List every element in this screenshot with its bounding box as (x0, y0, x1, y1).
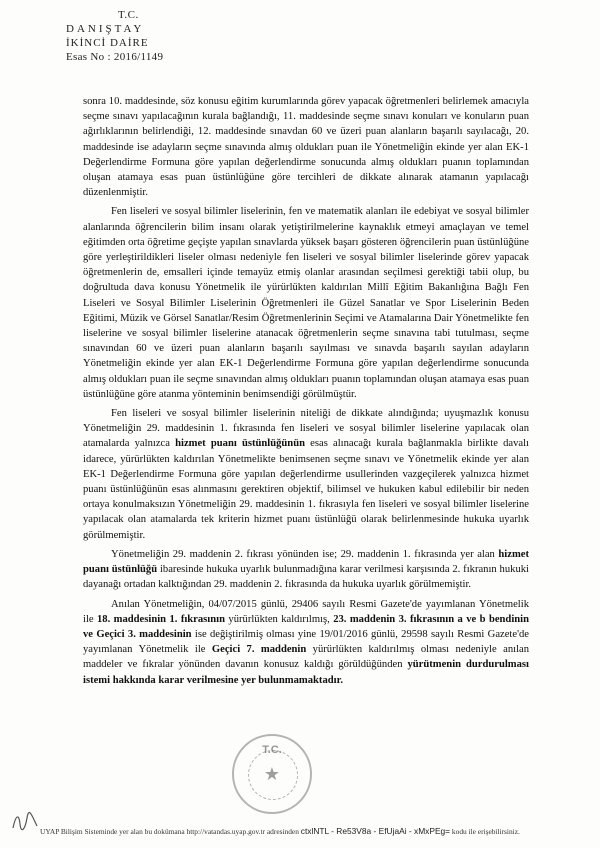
signature-mark (10, 810, 40, 832)
text-segment: yürürlükten kaldırılmış, (224, 613, 334, 625)
text-segment: Fen liseleri ve sosyal bilimler liselerinin, fen ve matematik alanları ile edebiyat ve sosyal bilimler alanlarında öğrencilerin bilim insanı olarak yetiştirilmelerine kaynaklık etmeyi amaçlayan ve temel eğitimden orta öğretime geçişte yapılan sınavlarda yüksek başarı gösteren öğrencilerin puan üstünlüğüne göre yerleştirildikleri liseler olması nedeniyle fen liseleri ve sosyal bilimler liselerinde görev yapacak öğretmenlerin de, emsalleri içinde temayüz etmiş olanlar arasından seçilmesi gerektiği tabii olup, bu doğrultuda dava konusu Yönetmelik ile yürürlükten kaldırılan Millî Eğitim Bakanlığına Bağlı Fen Liseleri ve Sosyal Bilimler Liselerinin Öğretmenleri ile Güzel Sanatlar ve Spor Liselerinin Beden Eğitimi, Müzik ve Görsel Sanatlar/Resim Öğretmenlerinin Seçimi ve Atamalarına Dair Yönetmelikte fen liselerine ve sosyal bilimler liselerine atanacak öğretmenlerin seçme sınavına tabi tutulması, seçme sınavından 60 ve üzeri puan alanların başarılı sayılması ve sınavda başarılı sayılan adayların Yönetmeliğin ekinde yer alan EK-1 Değerlendirme Formuna göre yapılan değerlendirme sonucunda almış oldukları puan ile seçme sınavından almış oldukları puanın toplamından oluşan atamaya esas puan üstünlüğüne göre atanma yönteminin benimsendiği görülmüştür. (83, 206, 529, 400)
bold-text-segment: hizmet puanı üstünlüğünün (175, 438, 305, 450)
header-case-number: Esas No : 2016/1149 (66, 51, 164, 63)
text-segment: Anılan Yönetmeliğin, 04/07/2015 günlü, 29406 sayılı Resmi Gazete'de yayımlanan Yönetmelik ile (83, 598, 529, 625)
court-seal-text: T.C. (262, 744, 282, 756)
bold-text-segment: 23. maddenin 3. fıkrasının a ve b bendinin ve Geçici 3. maddesinin (83, 613, 529, 640)
text-segment: yürürlükten kaldırılmış olması nedeniyle anılan maddeler ve fıkralar yönünden davanın konusuz kaldığı görüldüğünden (83, 644, 530, 671)
text-segment: Yönetmeliğin 29. maddenin 2. fıkrası yönünden ise; 29. maddenin 1. fıkrasında yer alan (111, 548, 499, 560)
body-paragraph (83, 94, 529, 200)
bold-text-segment: hizmet puanı üstünlüğü (83, 548, 529, 576)
header-department: İKİNCİ DAİRE (66, 37, 149, 49)
header-tc: T.C. (118, 9, 139, 21)
body-paragraph (83, 406, 529, 543)
court-seal-star-icon: ★ (263, 764, 281, 784)
footer-text-after: kodu ile erişebilirsiniz. (450, 827, 520, 836)
footer-text-before: UYAP Bilişim Sisteminde yer alan bu dokümana http://vatandas.uyap.gov.tr adresinden (40, 827, 301, 836)
body-paragraph (83, 547, 529, 593)
document-body (83, 94, 529, 692)
text-segment: sonra 10. maddesinde, söz konusu eğitim kurumlarında görev yapacak öğretmenleri belirlemek amacıyla seçme sınavı yapılacağının kurala bağlandığı, 11. maddesinde seçme sınavı konuları ve konuların puan ağırlıklarının belirlendiği, 12. maddesinde sınavdan 60 ve üzeri puan alanların başarılı sayılacağı, 20. maddesinde ise adayların seçme sınavında almış oldukları puan ile Yönetmeliğin ekinde yer alan EK-1 Değerlendirme Formuna göre yapılan değerlendirme sonucunda almış oldukları puanın toplamından oluşan atamaya esas puan üstünlüğüne göre tercihleri de dikkate alınarak atamanın yapılacağı düzenlenmiştir. (83, 96, 529, 199)
court-seal (232, 734, 312, 814)
bold-text-segment: Geçici 7. maddenin (211, 644, 307, 656)
uyap-footer (40, 826, 585, 837)
text-segment: Fen liseleri ve sosyal bilimler liselerinin niteliği de dikkate alındığında; uyuşmazlık konusu Yönetmeliğin 29. maddesinin 1. fıkrasında fen liseleri ve sosyal bilimler liselerine yapılacak olan atamalarda yalnızca (83, 408, 529, 450)
footer-access-code: ctxlNTL - Re53V8a - EfUjaAi - xMxPEg= (300, 826, 451, 836)
header-court-name: DANIŞTAY (66, 23, 145, 35)
text-segment: esas alınacağı kurala bağlanmakla birlikte davalı idarece, yürürlükten kaldırılan Yönetmelikte benimsenen seçme sınavı ve Yönetmelik ekinde yer alan EK-1 Değerlendirme Formuna göre yapılan değerlendirme usullerinden vazgeçilerek yalnızca hizmet puanı üstünlüğünün esas alınmasını gerektiren objektif, bilimsel ve hukuken kabul edilebilir bir neden ortaya konulmaksızın Yönetmeliğin 29. maddesinin 1. fıkrasıyla fen liseleri ve sosyal bilimler liselerine yapılacak olan atamalarda tek kriterin hizmet puanı üstünlüğü olarak belirlenmesinde hukuka uyarlık görülmemiştir. (83, 438, 529, 541)
bold-text-segment: yürütmenin durdurulması istemi hakkında karar verilmesine yer bulunmamaktadır. (83, 659, 529, 686)
text-segment: ibaresinde hukuka uyarlık bulunmadığına karar verilmesi karşısında 2. fıkranın hukuki dayanağı ortadan kalktığından 29. maddenin 2. fıkrasında da hukuka uyarlık görülmemiştir. (83, 564, 529, 591)
document-header (66, 8, 163, 64)
body-paragraph (83, 204, 529, 402)
body-paragraph (83, 597, 529, 688)
bold-text-segment: 18. maddesinin 1. fıkrasının (97, 613, 225, 625)
text-segment: ise değiştirilmiş olması yine 19/01/2016 günlü, 29598 sayılı Resmi Gazete'de yayımlanan Yönetmelik ile (83, 628, 529, 656)
